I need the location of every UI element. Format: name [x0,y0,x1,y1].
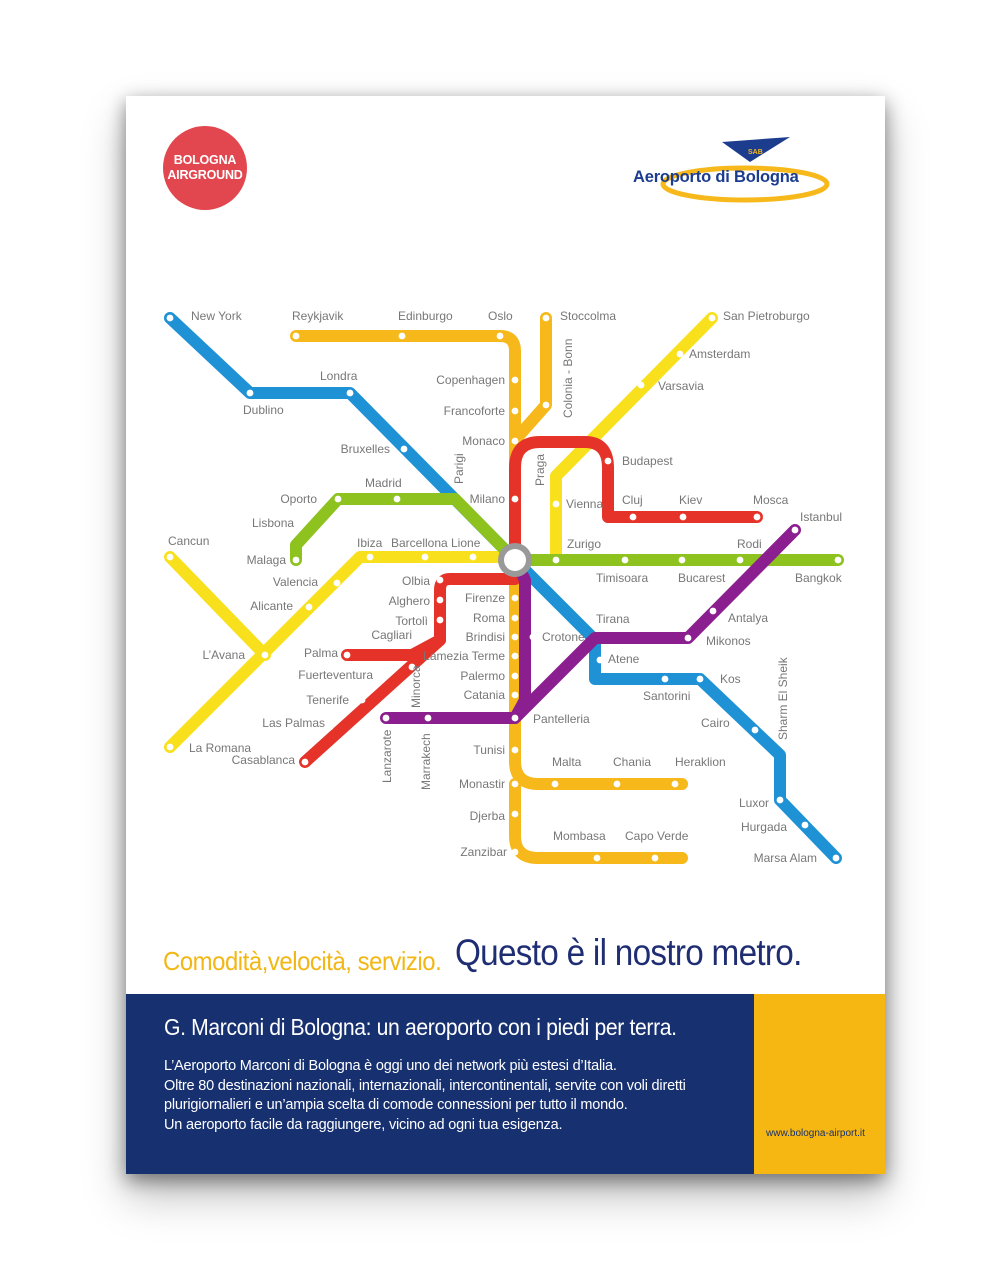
station-dot-reykjavik [293,333,300,340]
station-dot-djerba [512,811,519,818]
station-label-roma: Roma [472,611,505,625]
info-band [126,994,754,1174]
station-dot-san-pietroburgo [709,315,716,322]
station-dot-cairo [752,727,759,734]
station-label-marrakech: Marrakech [419,733,433,790]
station-dot-hurgada [802,822,809,829]
band-body-line: Un aeroporto facile da raggiungere, vicino ad ogni tua esigenza. [164,1116,563,1133]
station-label-atene: Atene [608,652,640,666]
station-dot-rodi [737,557,744,564]
station-dot-dublino [247,390,254,397]
station-dot-marrakech [425,715,432,722]
station-dot-roma [512,615,519,622]
badge-line-1: BOLOGNA [173,153,237,167]
station-dot-luxor [777,797,784,804]
station-dot-bruxelles [401,446,408,453]
tagline-left: Comodità,velocità, servizio. [163,946,442,976]
band-body-line: plurigiornalieri e un’ampia scelta di comode connessioni per tutto il mondo. [164,1097,628,1113]
station-dot-new-york [167,315,174,322]
station-label-ibiza: Ibiza [357,536,383,550]
station-dot-malaga [293,557,300,564]
station-label-monastir: Monastir [458,777,505,791]
station-dot-istanbul [792,527,799,534]
band-body-line: L’Aeroporto Marconi di Bologna è oggi uno dei network più estesi d’Italia. [164,1058,617,1074]
airport-logo-name: Aeroporto di Bologna [633,168,799,186]
station-dot-la-romana [167,744,174,751]
station-label-casablanca: Casablanca [231,753,295,767]
station-label-tortoli: Tortolì [395,614,428,628]
station-label-praga: Praga [533,453,547,486]
station-dot-pantelleria [512,715,519,722]
station-label-las-palmas: Las Palmas [262,716,325,730]
station-label-fuerteventura: Fuerteventura [298,668,373,682]
station-label-alicante: Alicante [250,599,293,613]
station-dot-varsavia [638,382,645,389]
station-label-luxor: Luxor [738,796,769,810]
station-label-amsterdam: Amsterdam [689,347,751,361]
station-dot-crotone [530,634,537,641]
station-label-kos: Kos [720,672,741,686]
station-dot-lavana [262,652,269,659]
station-dot-kiev [680,514,687,521]
station-label-copenhagen: Copenhagen [436,373,505,387]
station-dot-madrid [394,496,401,503]
station-label-parigi: Parigi [452,453,466,484]
station-dot-casablanca [302,759,309,766]
station-label-sharm-el-sheik: Sharm El Sheik [776,657,790,740]
station-dot-tunisi [512,747,519,754]
station-dot-mosca [754,514,761,521]
station-dot-tortoli [437,617,444,624]
station-dot-lanzarote [383,715,390,722]
station-label-bucarest: Bucarest [678,571,726,585]
band-heading: G. Marconi di Bologna: un aeroporto con i piedi per terra. [164,1014,677,1040]
station-label-brindisi: Brindisi [465,630,505,644]
station-dot-milano [512,496,519,503]
station-dot-oporto [335,496,342,503]
station-label-zanzibar: Zanzibar [460,845,507,859]
station-label-palermo: Palermo [460,669,505,683]
hub-center [504,549,526,571]
station-dot-lamezia-terme [512,653,519,660]
station-dot-fuerteventura [383,672,390,679]
station-label-varsavia: Varsavia [658,379,704,393]
station-label-zurigo: Zurigo [567,537,602,551]
station-label-istanbul: Istanbul [800,510,843,524]
station-dot-zanzibar [512,849,519,856]
station-label-antalya: Antalya [728,611,769,625]
station-label-londra: Londra [320,369,358,383]
station-dot-bucarest [679,557,686,564]
station-label-lanzarote: Lanzarote [380,729,394,783]
station-dot-francoforte [512,408,519,415]
station-label-olbia: Olbia [401,574,430,588]
metro-line-gold [515,784,682,858]
station-dot-budapest [605,458,612,465]
station-label-new-york: New York [191,309,242,323]
station-label-mombasa: Mombasa [553,829,606,843]
station-dot-las-palmas [327,724,334,731]
station-label-tunisi: Tunisi [473,743,505,757]
station-dot-chania [614,781,621,788]
station-label-monaco: Monaco [462,434,505,448]
band-body-line: Oltre 80 destinazioni nazionali, internazionali, intercontinentali, servite con voli diretti [164,1077,686,1094]
station-dot-capo-verde [652,855,659,862]
station-dot-ibiza [367,554,374,561]
station-label-lamezia-terme: Lamezia Terme [423,649,505,663]
station-label-timisoara: Timisoara [596,571,649,585]
station-label-bruxelles: Bruxelles [340,442,390,456]
station-label-minorca: Minorca [409,665,423,708]
station-label-firenze: Firenze [464,591,505,605]
station-label-francoforte: Francoforte [443,404,505,418]
station-dot-edinburgo [399,333,406,340]
station-label-cagliari: Cagliari [371,628,412,642]
station-label-oslo: Oslo [488,309,513,323]
station-label-lione: Lione [451,536,481,550]
station-dot-lione [470,554,477,561]
station-dot-kos [697,676,704,683]
station-dot-santorini [662,676,669,683]
station-label-budapest: Budapest [622,454,673,468]
station-dot-londra [347,390,354,397]
station-dot-amsterdam [677,351,684,358]
station-label-stoccolma: Stoccolma [560,309,617,323]
station-label-barcellona: Barcellona [391,536,448,550]
station-label-la-romana: La Romana [189,741,252,755]
station-dot-colonia-bonn [543,402,550,409]
station-label-vienna: Vienna [566,497,604,511]
station-label-mikonos: Mikonos [706,634,751,648]
station-label-milano: Milano [469,492,505,506]
station-dot-monastir [512,781,519,788]
station-dot-cancun [167,554,174,561]
band-body [164,1057,734,1135]
station-label-malaga: Malaga [246,553,286,567]
station-label-chania: Chania [613,755,652,769]
station-label-madrid: Madrid [365,476,402,490]
station-label-tirana: Tirana [596,612,630,626]
station-dot-firenze [512,595,519,602]
station-dot-mikonos [685,635,692,642]
station-dot-alghero [437,597,444,604]
station-dot-brindisi [512,634,519,641]
station-label-crotone: Crotone [542,630,585,644]
station-dot-malta [552,781,559,788]
station-dot-timisoara [622,557,629,564]
website-link[interactable]: www.bologna-airport.it [766,1128,865,1139]
station-dot-palma [344,652,351,659]
station-label-rodi: Rodi [737,537,762,551]
station-dot-atene [597,657,604,664]
station-dot-stoccolma [543,315,550,322]
station-label-heraklion: Heraklion [675,755,726,769]
station-label-hurgada: Hurgada [740,820,787,834]
station-label-kiev: Kiev [679,493,703,507]
station-label-lavana: L’Avana [202,648,245,662]
logo-mark-text: SAB [748,149,763,156]
station-label-capo-verde: Capo Verde [625,829,689,843]
station-label-malta: Malta [552,755,582,769]
yellow-panel [754,994,885,1174]
badge-line-2: AIRGROUND [167,168,243,182]
station-dot-alicante [306,604,313,611]
station-dot-marsa-alam [833,855,840,862]
station-label-valencia: Valencia [272,575,318,589]
station-label-colonia-bonn: Colonia - Bonn [561,338,575,418]
station-dot-vienna [553,501,560,508]
bologna-hub [498,543,532,577]
station-dot-tenerife [359,697,366,704]
station-label-edinburgo: Edinburgo [398,309,453,323]
station-dot-barcellona [422,554,429,561]
station-label-palma: Palma [303,646,338,660]
station-label-alghero: Alghero [388,594,430,608]
station-label-dublino: Dublino [243,403,284,417]
station-label-cluj: Cluj [622,493,643,507]
station-dot-palermo [512,673,519,680]
station-dot-valencia [334,580,341,587]
station-label-catania: Catania [463,688,505,702]
station-dot-monaco [512,438,519,445]
station-dot-bangkok [835,557,842,564]
tagline-right: Questo è il nostro metro. [455,932,802,973]
station-label-bangkok: Bangkok [795,571,842,585]
station-dot-copenhagen [512,377,519,384]
station-label-reykjavik: Reykjavik [292,309,344,323]
station-dot-heraklion [672,781,679,788]
station-label-djerba: Djerba [469,809,505,823]
station-label-lisbona: Lisbona [252,516,295,530]
station-label-oporto: Oporto [280,492,317,506]
station-label-cancun: Cancun [168,534,210,548]
station-label-cairo: Cairo [701,716,730,730]
station-dot-cluj [630,514,637,521]
station-dot-oslo [497,333,504,340]
station-label-santorini: Santorini [643,689,691,703]
station-dot-mombasa [594,855,601,862]
station-dot-olbia [437,577,444,584]
station-label-san-pietroburgo: San Pietroburgo [723,309,810,323]
station-label-pantelleria: Pantelleria [533,712,590,726]
station-dot-zurigo [553,557,560,564]
station-dot-catania [512,692,519,699]
station-label-mosca: Mosca [753,493,789,507]
station-label-tenerife: Tenerife [306,693,349,707]
station-label-marsa-alam: Marsa Alam [753,851,817,865]
station-dot-antalya [710,608,717,615]
